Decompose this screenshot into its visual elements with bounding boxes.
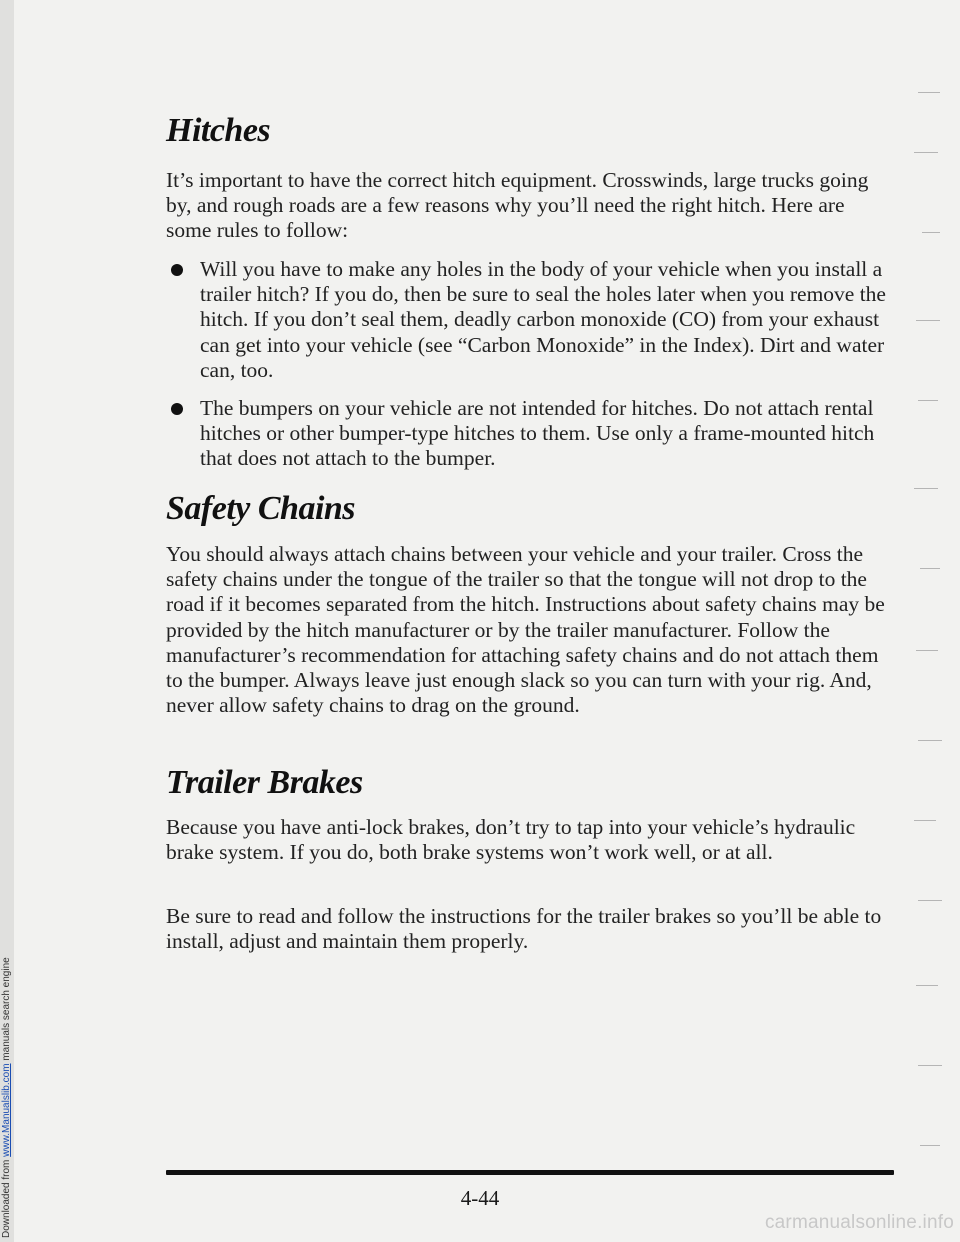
download-banner — [0, 0, 14, 1242]
list-item — [166, 396, 896, 472]
banner-suffix: manuals search engine — [1, 957, 12, 1064]
trailer-brakes-paragraph-1: Because you have anti-lock brakes, don’t try to tap into your vehicle’s hydraulic brake system. If you do, both brake systems won’t work well, or at all. — [166, 815, 856, 865]
list-item — [166, 257, 896, 383]
margin-marks — [900, 0, 960, 1242]
trailer-brakes-paragraph-2: Be sure to read and follow the instructions for the trailer brakes so you’ll be able to install, adjust and maintain them properly. — [166, 904, 882, 954]
bullet-text: The bumpers on your vehicle are not intended for hitches. Do not attach rental hitches or other bumper-type hitches to them. Use only a frame-mounted hitch that does not attach to the bumper. — [200, 396, 875, 471]
bullet-text: Will you have to make any holes in the body of your vehicle when you install a trailer hitch? If you do, then be sure to seal the holes later when you remove the hitch. If you don’t seal them, deadly carbon monoxide (CO) from your exhaust can get into your vehicle (see “Carbon Monoxide” in the Index). Dirt and water can, too. — [200, 257, 886, 382]
banner-prefix: Downloaded from — [1, 1156, 12, 1238]
hitches-heading: Hitches — [166, 112, 271, 149]
footer-rule — [166, 1170, 894, 1175]
safety-chains-heading: Safety Chains — [166, 490, 356, 527]
hitches-intro: It’s important to have the correct hitch equipment. Crosswinds, large trucks going by, and rough roads are a few reasons why you’ll need the right hitch. Here are some rules to follow: — [166, 168, 869, 243]
bullet-icon — [171, 264, 183, 276]
safety-chains-text: You should always attach chains between your vehicle and your trailer. Cross the safety chains under the tongue of the trailer so that the tongue will not drop to the road if it becomes separated from the hitch. Instructions about safety chains may be provided by the hitch manufacturer or by the trailer manufacturer. Follow the manufacturer’s recommendation for attaching safety chains and do not attach them to the bumper. Always leave just enough slack so you can turn with your rig. And, never allow safety chains to drag on the ground. — [166, 542, 885, 718]
trailer-brakes-heading: Trailer Brakes — [166, 764, 363, 801]
bullet-icon — [171, 403, 183, 415]
page-number: 4-44 — [460, 1186, 500, 1210]
manualslib-link[interactable]: www.Manualslib.com — [1, 1063, 12, 1157]
watermark-text: carmanualsonline.info — [764, 1212, 954, 1233]
